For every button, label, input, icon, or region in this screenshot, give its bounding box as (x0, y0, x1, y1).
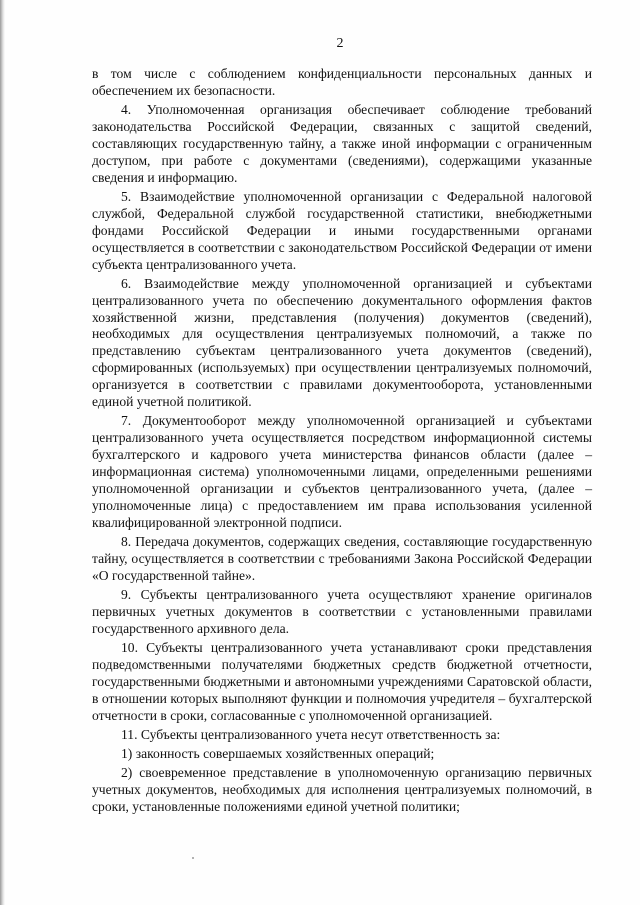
paragraph-continuation: в том числе с соблюдением конфиденциальности персональных данных и обеспечением их безопасности. (92, 66, 592, 98)
scan-speck (192, 857, 194, 859)
scan-edge-shadow (0, 0, 5, 905)
list-item-1: 1) законность совершаемых хозяйственных операций; (121, 746, 435, 762)
paragraph-7: 7. Документооборот между уполномоченной организацией и субъектами централизованного учета осуществляется посредством информационной системы бухгалтерского и кадрового учета министерства финансов области (далее – информационная система) уполномоченными лицами, определенными решениями уполномоченной организации и субъектов централизованного учета, (далее – уполномоченные лица) с предоставлением им права использования усиленной квалифицированной электронной подписи. (92, 413, 592, 530)
list-item-2: 2) своевременное представление в уполномоченную организацию первичных учетных документов, необходимых для исполнения централизуемых полномочий, в сроки, установленные положениями единой учетной политики; (92, 765, 592, 815)
page-number: 2 (336, 36, 344, 51)
paragraph-5: 5. Взаимодействие уполномоченной организации с Федеральной налоговой службой, Федеральной службой государственной статистики, внебюджетными фондами Российской Федерации и иными государственными органами осуществляется в соответствии с законодательством Российской Федерации от имени субъекта централизованного учета. (92, 188, 592, 272)
paragraph-8: 8. Передача документов, содержащих сведения, составляющие государственную тайну, осуществляется в соответствии с требованиями Закона Российской Федерации «О государственной тайне». (92, 533, 592, 583)
document-body (92, 66, 592, 818)
paragraph-9: 9. Субъекты централизованного учета осуществляют хранение оригиналов первичных учетных документов в соответствии с установленными правилами государственного архивного дела. (92, 586, 592, 636)
paragraph-10: 10. Субъекты централизованного учета устанавливают сроки представления подведомственными получателями бюджетных средств бюджетной отчетности, государственными бюджетными и автономными учреждениями Саратовской области, в отношении которых выполняют функции и полномочия учредителя – бухгалтерской отчетности в сроки, согласованные с уполномоченной организацией. (92, 639, 592, 723)
paragraph-11: 11. Субъекты централизованного учета несут ответственность за: (121, 726, 501, 742)
paragraph-6: 6. Взаимодействие между уполномоченной организацией и субъектами централизованного учета по обеспечению документального оформления фактов хозяйственной жизни, представления (получения) документов (сведений), необходимых для осуществления централизуемых полномочий, а также по представлению субъектам централизованного учета документов (сведений), сформированных (используемых) при осуществлении централизуемых полномочий, организуется в соответствии с правилами документооборота, установленными единой учетной политикой. (92, 275, 592, 410)
paragraph-4: 4. Уполномоченная организация обеспечивает соблюдение требований законодательства Российской Федерации, связанных с защитой сведений, составляющих государственную тайну, а также иной информации с ограниченным доступом, при работе с документами (сведениями), содержащими указанные сведения и информацию. (92, 102, 592, 185)
